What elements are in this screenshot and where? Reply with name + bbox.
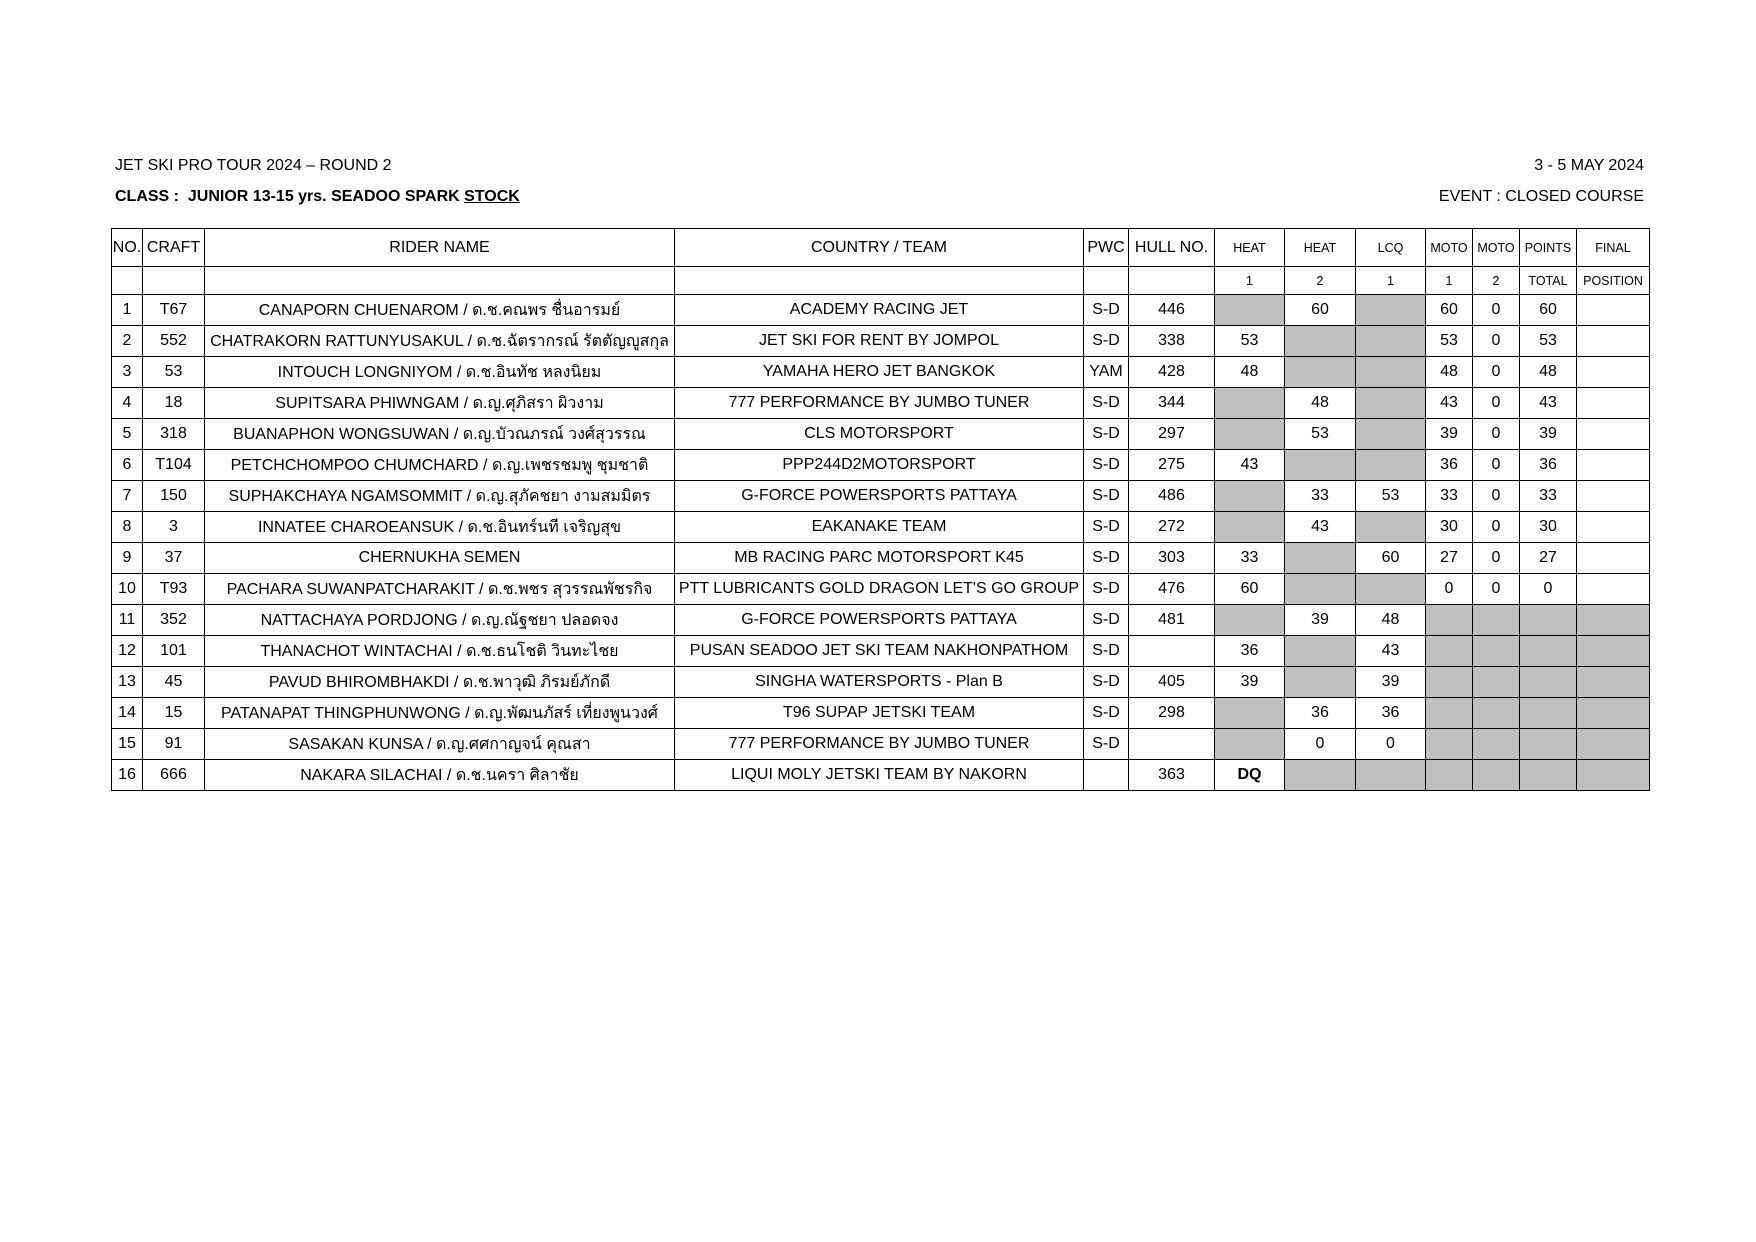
class-label [115,188,520,206]
event-date: 3 - 5 MAY 2024 [1534,157,1644,174]
cell-moto2: 0 [1473,295,1520,326]
table-row [112,512,1650,543]
cell-points: 30 [1520,512,1577,543]
cell-hull: 272 [1129,512,1215,543]
cell-heat1 [1215,729,1285,760]
cell-heat1: 53 [1215,326,1285,357]
cell-rider: SUPHAKCHAYA NGAMSOMMIT / ด.ญ.สุภัคชยา งามสมมิตร [205,481,675,512]
cell-pwc: S-D [1084,543,1129,574]
cell-pwc: S-D [1084,605,1129,636]
cell-points [1520,698,1577,729]
cell-no: 8 [112,512,143,543]
cell-moto2: 0 [1473,512,1520,543]
cell-team: ACADEMY RACING JET [675,295,1084,326]
cell-team: MB RACING PARC MOTORSPORT K45 [675,543,1084,574]
cell-moto2: 0 [1473,543,1520,574]
cell-rider: CHERNUKHA SEMEN [205,543,675,574]
cell-heat1: 36 [1215,636,1285,667]
cell-pwc: S-D [1084,729,1129,760]
cell-moto1 [1426,636,1473,667]
cell-lcq [1356,512,1426,543]
cell-moto2: 0 [1473,357,1520,388]
table-row [112,543,1650,574]
cell-moto1: 30 [1426,512,1473,543]
table-row [112,326,1650,357]
col-final: FINAL [1577,229,1650,267]
cell-no: 13 [112,667,143,698]
cell-points: 33 [1520,481,1577,512]
cell-craft: 318 [143,419,205,450]
cell-moto2 [1473,667,1520,698]
header-subrow [112,267,1650,295]
table-row [112,481,1650,512]
col-points-sub: TOTAL [1520,267,1577,295]
cell-moto1: 43 [1426,388,1473,419]
cell-heat1 [1215,388,1285,419]
cell-hull: 338 [1129,326,1215,357]
cell-hull: 297 [1129,419,1215,450]
cell-team: YAMAHA HERO JET BANGKOK [675,357,1084,388]
col-final-sub: POSITION [1577,267,1650,295]
col-points: POINTS [1520,229,1577,267]
cell-final [1577,295,1650,326]
cell-craft: 91 [143,729,205,760]
cell-craft: 18 [143,388,205,419]
cell-lcq [1356,419,1426,450]
cell-rider: BUANAPHON WONGSUWAN / ด.ญ.บัวณภรณ์ วงศ์สุวรรณ [205,419,675,450]
class-stock: STOCK [464,188,520,205]
cell-rider: INTOUCH LONGNIYOM / ด.ช.อินทัช หลงนิยม [205,357,675,388]
cell-team: 777 PERFORMANCE BY JUMBO TUNER [675,729,1084,760]
cell-final [1577,512,1650,543]
cell-rider: NAKARA SILACHAI / ด.ช.นครา ศิลาชัย [205,760,675,791]
cell-lcq: 39 [1356,667,1426,698]
cell-moto2 [1473,605,1520,636]
cell-moto1 [1426,698,1473,729]
cell-rider: PACHARA SUWANPATCHARAKIT / ด.ช.พชร สุวรรณพัชรกิจ [205,574,675,605]
cell-hull: 363 [1129,760,1215,791]
cell-no: 15 [112,729,143,760]
cell-moto1 [1426,605,1473,636]
cell-craft: T104 [143,450,205,481]
cell-team: JET SKI FOR RENT BY JOMPOL [675,326,1084,357]
cell-team: PUSAN SEADOO JET SKI TEAM NAKHONPATHOM [675,636,1084,667]
cell-lcq [1356,760,1426,791]
cell-moto1: 39 [1426,419,1473,450]
header-row [112,229,1650,267]
col-no: NO. [112,229,143,267]
cell-moto1 [1426,667,1473,698]
cell-rider: CHATRAKORN RATTUNYUSAKUL / ด.ช.ฉัตรากรณ์ รัตตัญญูสกุล [205,326,675,357]
cell-craft: 53 [143,357,205,388]
cell-team: T96 SUPAP JETSKI TEAM [675,698,1084,729]
cell-pwc: S-D [1084,326,1129,357]
table-row [112,295,1650,326]
col-lcq-sub: 1 [1356,267,1426,295]
cell-team: G-FORCE POWERSPORTS PATTAYA [675,481,1084,512]
table-row [112,357,1650,388]
col-moto1: MOTO [1426,229,1473,267]
cell-heat2 [1285,450,1356,481]
table-row [112,667,1650,698]
cell-lcq: 0 [1356,729,1426,760]
cell-rider: SASAKAN KUNSA / ด.ญ.ศศกาญจน์ คุณสา [205,729,675,760]
cell-team: PPP244D2MOTORSPORT [675,450,1084,481]
cell-pwc: S-D [1084,295,1129,326]
table-row [112,450,1650,481]
cell-hull: 486 [1129,481,1215,512]
cell-heat1 [1215,419,1285,450]
cell-pwc [1084,760,1129,791]
cell-pwc: S-D [1084,481,1129,512]
cell-rider: NATTACHAYA PORDJONG / ด.ญ.ณัฐชยา ปลอดจง [205,605,675,636]
document-title: JET SKI PRO TOUR 2024 – ROUND 2 [115,157,392,174]
class-name: CLASS : JUNIOR 13-15 yrs. SEADOO SPARK [115,188,465,205]
cell-moto1: 53 [1426,326,1473,357]
cell-no: 9 [112,543,143,574]
cell-heat1 [1215,512,1285,543]
cell-final [1577,698,1650,729]
cell-lcq: 60 [1356,543,1426,574]
event-type: EVENT : CLOSED COURSE [1438,188,1644,205]
cell-final [1577,574,1650,605]
cell-heat1 [1215,605,1285,636]
cell-moto2 [1473,760,1520,791]
cell-moto1: 0 [1426,574,1473,605]
cell-lcq [1356,574,1426,605]
cell-heat2 [1285,574,1356,605]
col-craft: CRAFT [143,229,205,267]
cell-points: 53 [1520,326,1577,357]
cell-craft: 552 [143,326,205,357]
cell-moto2 [1473,636,1520,667]
cell-no: 5 [112,419,143,450]
cell-heat1: 43 [1215,450,1285,481]
cell-moto1 [1426,760,1473,791]
cell-heat2: 0 [1285,729,1356,760]
cell-craft: 101 [143,636,205,667]
cell-hull: 405 [1129,667,1215,698]
cell-final [1577,667,1650,698]
cell-heat2: 48 [1285,388,1356,419]
cell-heat2: 33 [1285,481,1356,512]
col-heat2-sub: 2 [1285,267,1356,295]
cell-pwc: S-D [1084,419,1129,450]
cell-final [1577,450,1650,481]
cell-heat1 [1215,295,1285,326]
cell-points [1520,667,1577,698]
cell-lcq: 43 [1356,636,1426,667]
results-body [112,295,1650,791]
cell-no: 6 [112,450,143,481]
cell-final [1577,419,1650,450]
table-row [112,605,1650,636]
cell-team: SINGHA WATERSPORTS - Plan B [675,667,1084,698]
cell-no: 12 [112,636,143,667]
cell-craft: 666 [143,760,205,791]
cell-rider: PETCHCHOMPOO CHUMCHARD / ด.ญ.เพชรชมพู ชุมชาติ [205,450,675,481]
cell-craft: 150 [143,481,205,512]
table-row [112,419,1650,450]
cell-heat1: 60 [1215,574,1285,605]
cell-final [1577,636,1650,667]
cell-moto2: 0 [1473,481,1520,512]
cell-rider: CANAPORN CHUENAROM / ด.ช.คณพร ชื่นอารมย์ [205,295,675,326]
cell-team: LIQUI MOLY JETSKI TEAM BY NAKORN [675,760,1084,791]
cell-no: 2 [112,326,143,357]
cell-craft: T93 [143,574,205,605]
cell-pwc: S-D [1084,450,1129,481]
cell-heat2 [1285,326,1356,357]
cell-heat1: 48 [1215,357,1285,388]
cell-pwc: S-D [1084,698,1129,729]
cell-moto1: 48 [1426,357,1473,388]
cell-hull [1129,636,1215,667]
cell-points: 48 [1520,357,1577,388]
cell-moto2 [1473,698,1520,729]
col-pwc: PWC [1084,229,1129,267]
cell-team: G-FORCE POWERSPORTS PATTAYA [675,605,1084,636]
cell-rider: THANACHOT WINTACHAI / ด.ช.ธนโชติ วินทะไชย [205,636,675,667]
cell-rider: INNATEE CHAROEANSUK / ด.ช.อินทร์นที เจริญสุข [205,512,675,543]
cell-pwc: S-D [1084,388,1129,419]
cell-no: 14 [112,698,143,729]
cell-team: CLS MOTORSPORT [675,419,1084,450]
cell-lcq [1356,326,1426,357]
cell-moto1: 60 [1426,295,1473,326]
cell-final [1577,729,1650,760]
cell-points: 0 [1520,574,1577,605]
cell-no: 16 [112,760,143,791]
cell-hull [1129,729,1215,760]
cell-points: 27 [1520,543,1577,574]
cell-points: 60 [1520,295,1577,326]
cell-heat2: 60 [1285,295,1356,326]
cell-heat2 [1285,357,1356,388]
cell-points [1520,636,1577,667]
cell-craft: 45 [143,667,205,698]
cell-final [1577,760,1650,791]
col-heat1-sub: 1 [1215,267,1285,295]
cell-moto2: 0 [1473,326,1520,357]
cell-moto1 [1426,729,1473,760]
col-hull: HULL NO. [1129,229,1215,267]
cell-lcq: 53 [1356,481,1426,512]
cell-moto2: 0 [1473,574,1520,605]
cell-hull: 298 [1129,698,1215,729]
cell-rider: SUPITSARA PHIWNGAM / ด.ญ.ศุภิสรา ผิวงาม [205,388,675,419]
col-moto2-sub: 2 [1473,267,1520,295]
table-row [112,760,1650,791]
col-team: COUNTRY / TEAM [675,229,1084,267]
cell-pwc: S-D [1084,574,1129,605]
cell-points [1520,605,1577,636]
cell-rider: PAVUD BHIROMBHAKDI / ด.ช.พาวุฒิ ภิรมย์ภักดี [205,667,675,698]
cell-moto2: 0 [1473,388,1520,419]
table-row [112,574,1650,605]
cell-moto1: 36 [1426,450,1473,481]
cell-craft: 352 [143,605,205,636]
cell-moto1: 27 [1426,543,1473,574]
cell-pwc: S-D [1084,512,1129,543]
cell-moto1: 33 [1426,481,1473,512]
cell-lcq: 36 [1356,698,1426,729]
cell-heat1 [1215,698,1285,729]
cell-points: 39 [1520,419,1577,450]
cell-hull: 428 [1129,357,1215,388]
table-row [112,388,1650,419]
cell-craft: 15 [143,698,205,729]
cell-heat1: 33 [1215,543,1285,574]
col-rider: RIDER NAME [205,229,675,267]
cell-heat1 [1215,481,1285,512]
cell-team: 777 PERFORMANCE BY JUMBO TUNER [675,388,1084,419]
cell-lcq [1356,357,1426,388]
cell-points [1520,760,1577,791]
cell-team: EAKANAKE TEAM [675,512,1084,543]
cell-points [1520,729,1577,760]
cell-rider: PATANAPAT THINGPHUNWONG / ด.ญ.พัฒนภัสร์ เที่ยงพูนวงศ์ [205,698,675,729]
cell-heat1: 39 [1215,667,1285,698]
cell-hull: 275 [1129,450,1215,481]
cell-lcq: 48 [1356,605,1426,636]
col-heat1: HEAT [1215,229,1285,267]
cell-heat2: 39 [1285,605,1356,636]
cell-craft: 3 [143,512,205,543]
cell-pwc: S-D [1084,667,1129,698]
cell-final [1577,326,1650,357]
cell-no: 7 [112,481,143,512]
cell-points: 43 [1520,388,1577,419]
table-row [112,636,1650,667]
cell-no: 4 [112,388,143,419]
cell-moto2: 0 [1473,419,1520,450]
col-heat2: HEAT [1285,229,1356,267]
cell-hull: 481 [1129,605,1215,636]
cell-hull: 476 [1129,574,1215,605]
cell-final [1577,605,1650,636]
cell-final [1577,481,1650,512]
cell-heat2 [1285,760,1356,791]
cell-heat2: 43 [1285,512,1356,543]
cell-no: 1 [112,295,143,326]
col-moto1-sub: 1 [1426,267,1473,295]
cell-hull: 344 [1129,388,1215,419]
cell-craft: T67 [143,295,205,326]
cell-heat2 [1285,667,1356,698]
cell-lcq [1356,388,1426,419]
cell-heat2: 53 [1285,419,1356,450]
cell-heat2 [1285,636,1356,667]
cell-moto2 [1473,729,1520,760]
cell-lcq [1356,450,1426,481]
col-moto2: MOTO [1473,229,1520,267]
cell-no: 3 [112,357,143,388]
table-row [112,729,1650,760]
cell-craft: 37 [143,543,205,574]
cell-lcq [1356,295,1426,326]
cell-pwc: YAM [1084,357,1129,388]
cell-hull: 446 [1129,295,1215,326]
cell-no: 11 [112,605,143,636]
cell-hull: 303 [1129,543,1215,574]
cell-heat1: DQ [1215,760,1285,791]
cell-no: 10 [112,574,143,605]
cell-final [1577,543,1650,574]
cell-pwc: S-D [1084,636,1129,667]
col-lcq: LCQ [1356,229,1426,267]
cell-moto2: 0 [1473,450,1520,481]
results-table [111,228,1650,791]
cell-team: PTT LUBRICANTS GOLD DRAGON LET'S GO GROUP [675,574,1084,605]
cell-final [1577,388,1650,419]
cell-points: 36 [1520,450,1577,481]
cell-heat2: 36 [1285,698,1356,729]
cell-final [1577,357,1650,388]
table-row [112,698,1650,729]
cell-heat2 [1285,543,1356,574]
